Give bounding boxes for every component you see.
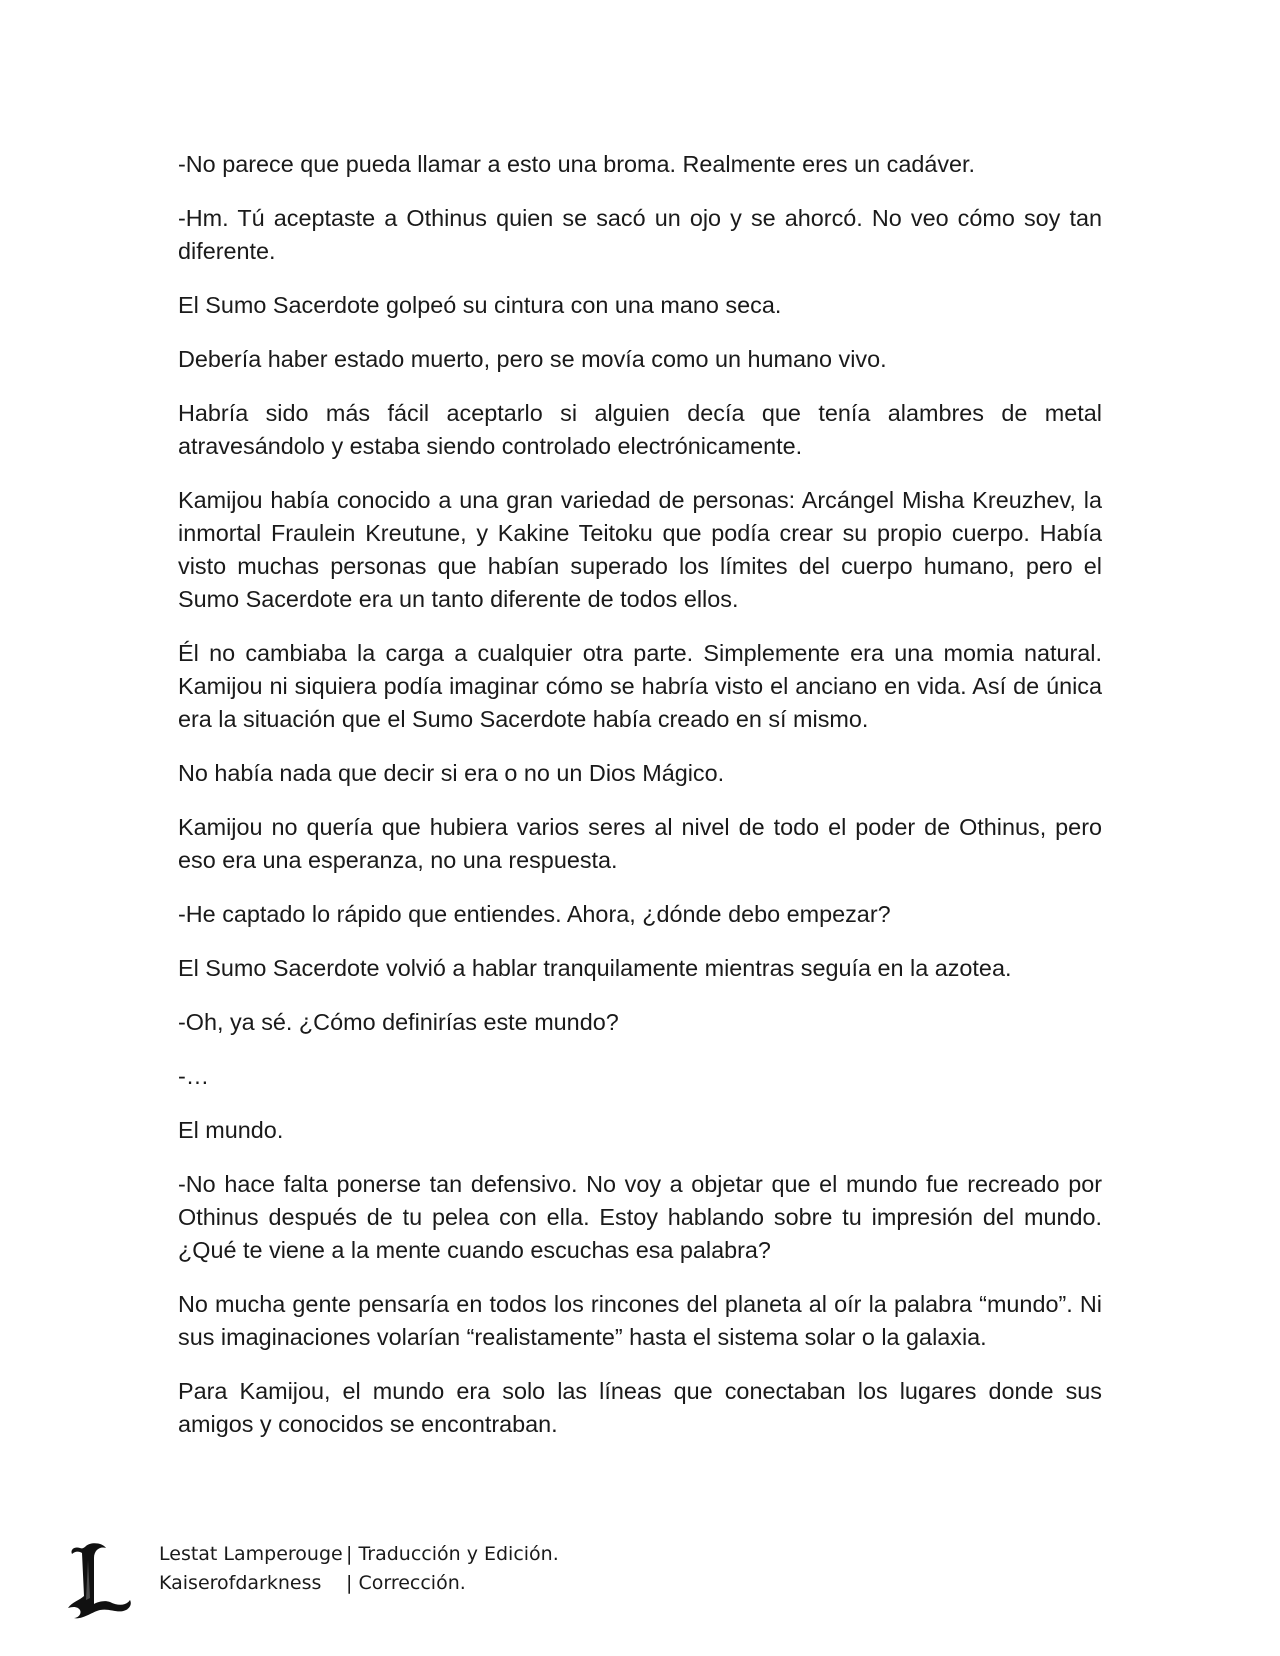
paragraph: -Hm. Tú aceptaste a Othinus quien se sacó un ojo y se ahorcó. No veo cómo soy tan diferente. xyxy=(178,205,1102,264)
paragraph: -He captado lo rápido que entiendes. Ahora, ¿dónde debo empezar? xyxy=(178,901,891,927)
paragraph: Él no cambiaba la carga a cualquier otra parte. Simplemente era una momia natural. Kamijou ni siquiera podía imaginar cómo se habría visto el anciano en vida. Así de única era la situación que el Sumo Sacerdote había creado en sí mismo. xyxy=(178,640,1102,732)
paragraph: El mundo. xyxy=(178,1117,284,1143)
paragraph: El Sumo Sacerdote volvió a hablar tranquilamente mientras seguía en la azotea. xyxy=(178,955,1012,981)
paragraph: Kamijou había conocido a una gran variedad de personas: Arcángel Misha Kreuzhev, la inmortal Fraulein Kreutune, y Kakine Teitoku que podía crear su propio cuerpo. Había visto muchas personas que habían superado los límites del cuerpo humano, pero el Sumo Sacerdote era un tanto diferente de todos ellos. xyxy=(178,487,1102,612)
document-body xyxy=(178,148,1102,1462)
paragraph: -No parece que pueda llamar a esto una broma. Realmente eres un cadáver. xyxy=(178,151,976,177)
credit-role: | Corrección. xyxy=(346,1569,466,1598)
paragraph: -No hace falta ponerse tan defensivo. No voy a objetar que el mundo fue recreado por Othinus después de tu pelea con ella. Estoy hablando sobre tu impresión del mundo. ¿Qué te viene a la mente cuando escuchas esa palabra? xyxy=(178,1171,1102,1263)
paragraph: Debería haber estado muerto, pero se movía como un humano vivo. xyxy=(178,346,887,372)
paragraph: -… xyxy=(178,1063,210,1089)
paragraph: Para Kamijou, el mundo era solo las líneas que conectaban los lugares donde sus amigos y conocidos se encontraban. xyxy=(178,1378,1102,1437)
paragraph: No había nada que decir si era o no un Dios Mágico. xyxy=(178,760,725,786)
credit-row xyxy=(159,1569,559,1598)
credits xyxy=(159,1540,559,1598)
paragraph: -Oh, ya sé. ¿Cómo definirías este mundo? xyxy=(178,1009,619,1035)
paragraph: El Sumo Sacerdote golpeó su cintura con una mano seca. xyxy=(178,292,782,318)
paragraph: Habría sido más fácil aceptarlo si alguien decía que tenía alambres de metal atravesándolo y estaba siendo controlado electrónicamente. xyxy=(178,400,1102,459)
credit-name: Kaiserofdarkness xyxy=(159,1572,322,1594)
credit-row xyxy=(159,1540,559,1569)
page-footer xyxy=(66,1540,766,1620)
credit-role: | Traducción y Edición. xyxy=(346,1540,559,1569)
gothic-letter-L-logo-icon xyxy=(66,1540,132,1620)
paragraph: Kamijou no quería que hubiera varios seres al nivel de todo el poder de Othinus, pero eso era una esperanza, no una respuesta. xyxy=(178,814,1102,873)
credit-name: Lestat Lamperouge xyxy=(159,1543,343,1565)
paragraph: No mucha gente pensaría en todos los rincones del planeta al oír la palabra “mundo”. Ni sus imaginaciones volarían “realistamente” hasta el sistema solar o la galaxia. xyxy=(178,1291,1102,1350)
